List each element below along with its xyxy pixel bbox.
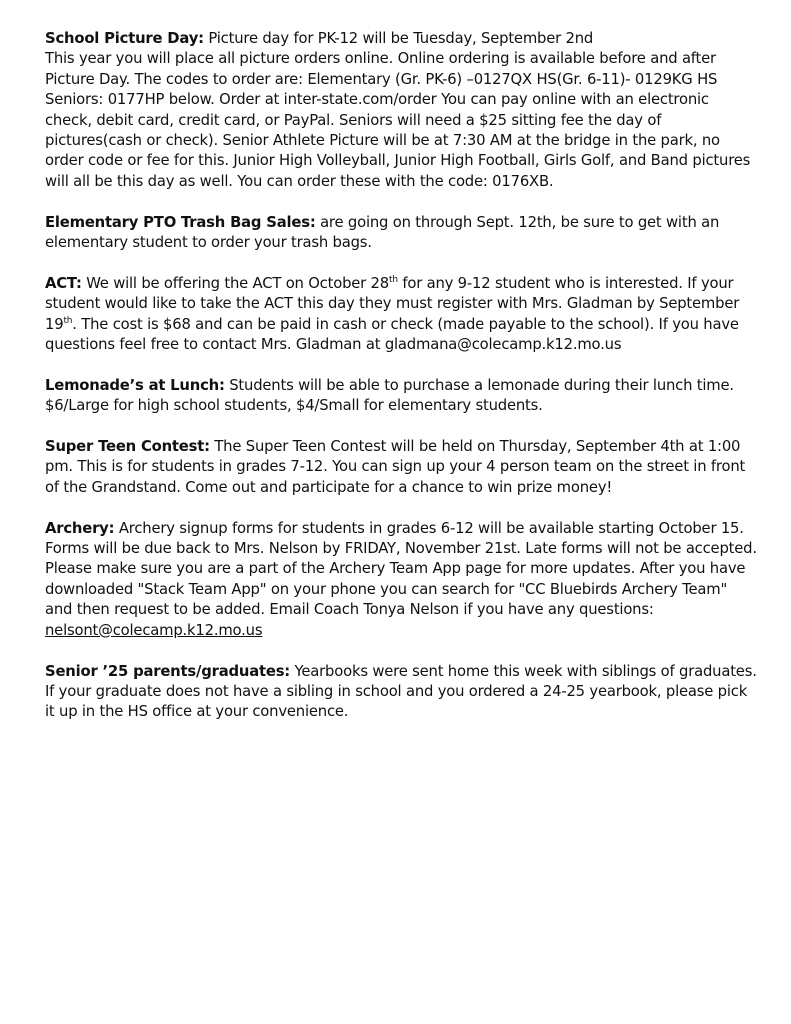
act-body-part-1: We will be offering the ACT on October 28 (81, 274, 389, 292)
act-superscript-2: th (63, 315, 73, 326)
trash-bag-heading: Elementary PTO Trash Bag Sales: (45, 213, 316, 231)
lemonade-section (45, 376, 757, 417)
picture-day-intro: Picture day for PK-12 will be Tuesday, September 2nd (203, 30, 594, 47)
senior-body: Yearbooks were sent home this week with siblings of graduates. If your graduate does not have a sibling in school and you ordered a 24-25 yearbook, please pick it up in the HS office at your convenience. (45, 662, 757, 721)
act-superscript-1: th (388, 274, 398, 285)
senior-section (45, 662, 757, 723)
archery-email-link[interactable]: nelsont@colecamp.k12.mo.us (45, 621, 263, 639)
archery-heading: Archery: (45, 519, 115, 537)
picture-day-section (45, 29, 757, 192)
super-teen-section (45, 437, 757, 498)
archery-body: Archery signup forms for students in grades 6-12 will be available starting October 15. Forms will be due back to Mrs. Nelson by FRIDAY, November 21st. Late forms will not be accepted. Please make sure you are a part of the Archery Team App page for more updates. After you have downloaded "Stack Team App" on your phone you can search for "CC Bluebirds Archery Team" and then request to be added. Email Coach Tonya Nelson if you have any questions: (45, 519, 757, 619)
picture-day-body: This year you will place all picture orders online. Online ordering is available before and after Picture Day. The codes to order are: Elementary (Gr. PK-6) –0127QX HS(Gr. 6-11)- 0129KG HS Seniors: 0177HP below. Order at inter-state.com/order You can pay online with an electronic check, debit card, credit card, or PayPal. Seniors will need a $25 sitting fee the day of pictures(cash or check). Senior Athlete Picture will be at 7:30 AM at the bridge in the park, no order code or fee for this. Junior High Volleyball, Junior High Football, Girls Golf, and Band pictures will all be this day as well. You can order these with the code: 0176XB. (45, 50, 751, 190)
archery-section (45, 519, 757, 641)
trash-bag-section (45, 213, 757, 254)
lemonade-heading: Lemonade’s at Lunch: (45, 376, 225, 394)
super-teen-heading: Super Teen Contest: (45, 438, 210, 456)
senior-heading: Senior ’25 parents/graduates: (45, 662, 291, 680)
trash-bag-body: are going on through Sept. 12th, be sure to get with an elementary student to order your trash bags. (45, 213, 720, 252)
act-heading: ACT: (45, 274, 82, 292)
super-teen-body: The Super Teen Contest will be held on Thursday, September 4th at 1:00 pm. This is for students in grades 7-12. You can sign up your 4 person team on the street in front of the Grandstand. Come out and participate for a chance to win prize money! (45, 438, 746, 496)
lemonade-body: Students will be able to purchase a lemonade during their lunch time. $6/Large for high school students, $4/Small for elementary students. (45, 376, 734, 415)
act-section (45, 274, 757, 356)
picture-day-heading: School Picture Day: (45, 30, 204, 47)
act-body-part-3: . The cost is $68 and can be paid in cash or check (made payable to the school). If you have questions feel free to contact Mrs. Gladman at gladmana@colecamp.k12.mo.us (45, 315, 739, 354)
newsletter-document (45, 29, 757, 743)
act-body-part-2: for any 9-12 student who is interested. If your student would like to take the ACT this day they must register with Mrs. Gladman by September 19 (45, 274, 740, 333)
